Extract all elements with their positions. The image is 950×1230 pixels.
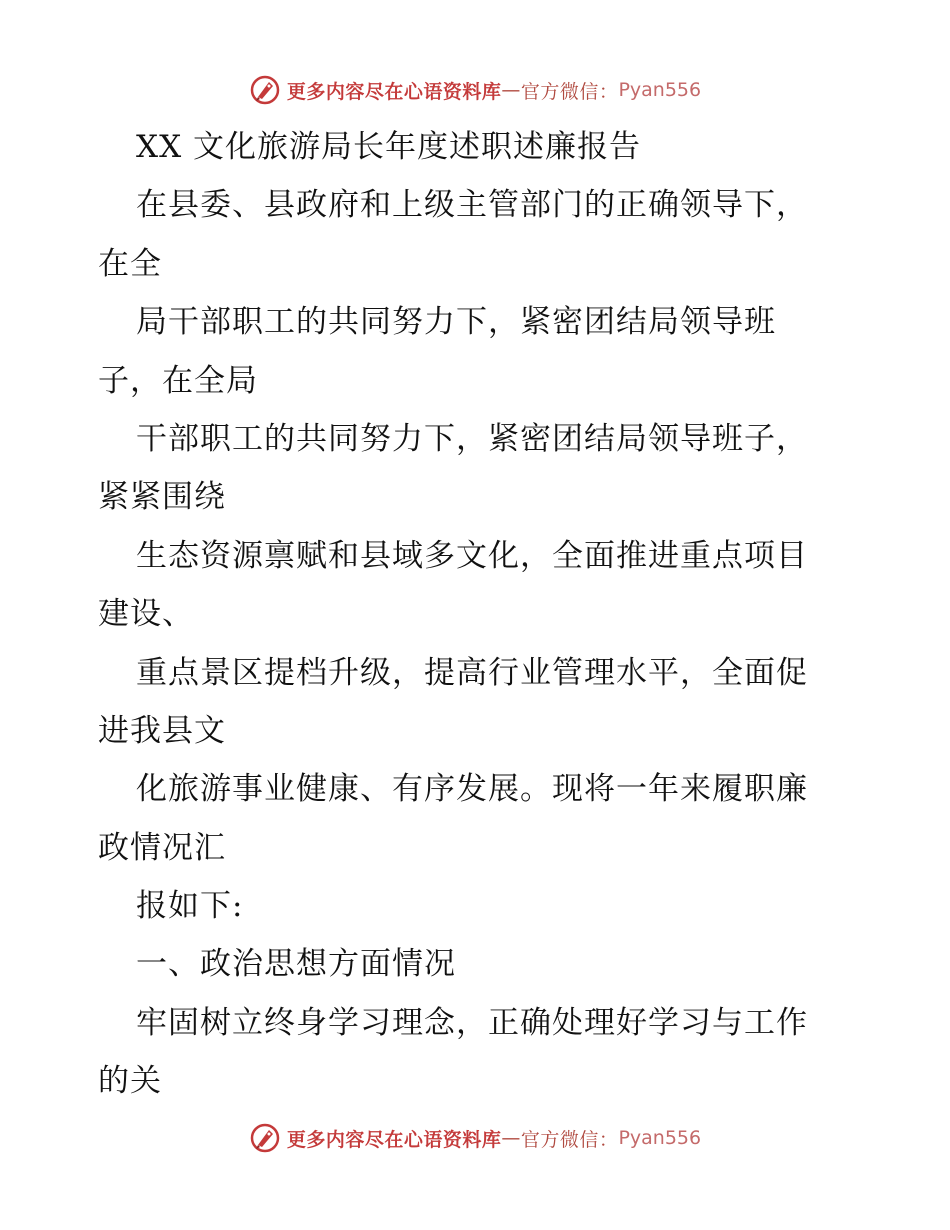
document-line: 重点景区提档升级，提高行业管理水平，全面促	[136, 654, 808, 691]
section-heading: 一、政治思想方面情况	[136, 946, 456, 983]
document-line: 紧紧围绕	[98, 479, 226, 516]
document-title: XX 文化旅游局长年度述职述廉报告	[136, 129, 641, 165]
footer-watermark	[0, 1118, 950, 1158]
document-line: 在县委、县政府和上级主管部门的正确领导下，	[136, 187, 808, 224]
document-line: 进我县文	[98, 712, 226, 749]
document-line: 干部职工的共同努力下，紧密团结局领导班子，	[136, 420, 808, 457]
watermark-wechat-label: 官方微信：	[520, 80, 619, 103]
watermark-wechat-label: 官方微信：	[520, 1128, 619, 1151]
document-line: 的关	[98, 1063, 162, 1100]
document-line: 在全	[98, 245, 162, 282]
document-body	[98, 118, 858, 1111]
watermark-wechat-id: Pyan556	[618, 1127, 702, 1149]
document-line: 报如下:	[136, 888, 244, 925]
document-line: 政情况汇	[98, 829, 226, 866]
document-line: 化旅游事业健康、有序发展。现将一年来履职廉	[136, 771, 808, 808]
document-line: 牢固树立终身学习理念，正确处理好学习与工作	[136, 1004, 808, 1041]
watermark-brand-text: 更多内容尽在心语资料库	[286, 80, 502, 103]
document-line: 局干部职工的共同努力下，紧密团结局领导班	[136, 304, 776, 341]
watermark-dash: —	[501, 79, 521, 101]
header-watermark	[0, 70, 950, 110]
watermark-dash: —	[501, 1127, 521, 1149]
pen-nib-logo-icon	[249, 74, 281, 106]
watermark-wechat-id: Pyan556	[618, 79, 702, 101]
pen-nib-logo-icon	[249, 1122, 281, 1154]
watermark-brand-text: 更多内容尽在心语资料库	[286, 1128, 502, 1151]
document-line: 建设、	[98, 596, 194, 633]
document-line: 生态资源禀赋和县域多文化，全面推进重点项目	[136, 537, 808, 574]
document-line: 子，在全局	[98, 362, 258, 399]
